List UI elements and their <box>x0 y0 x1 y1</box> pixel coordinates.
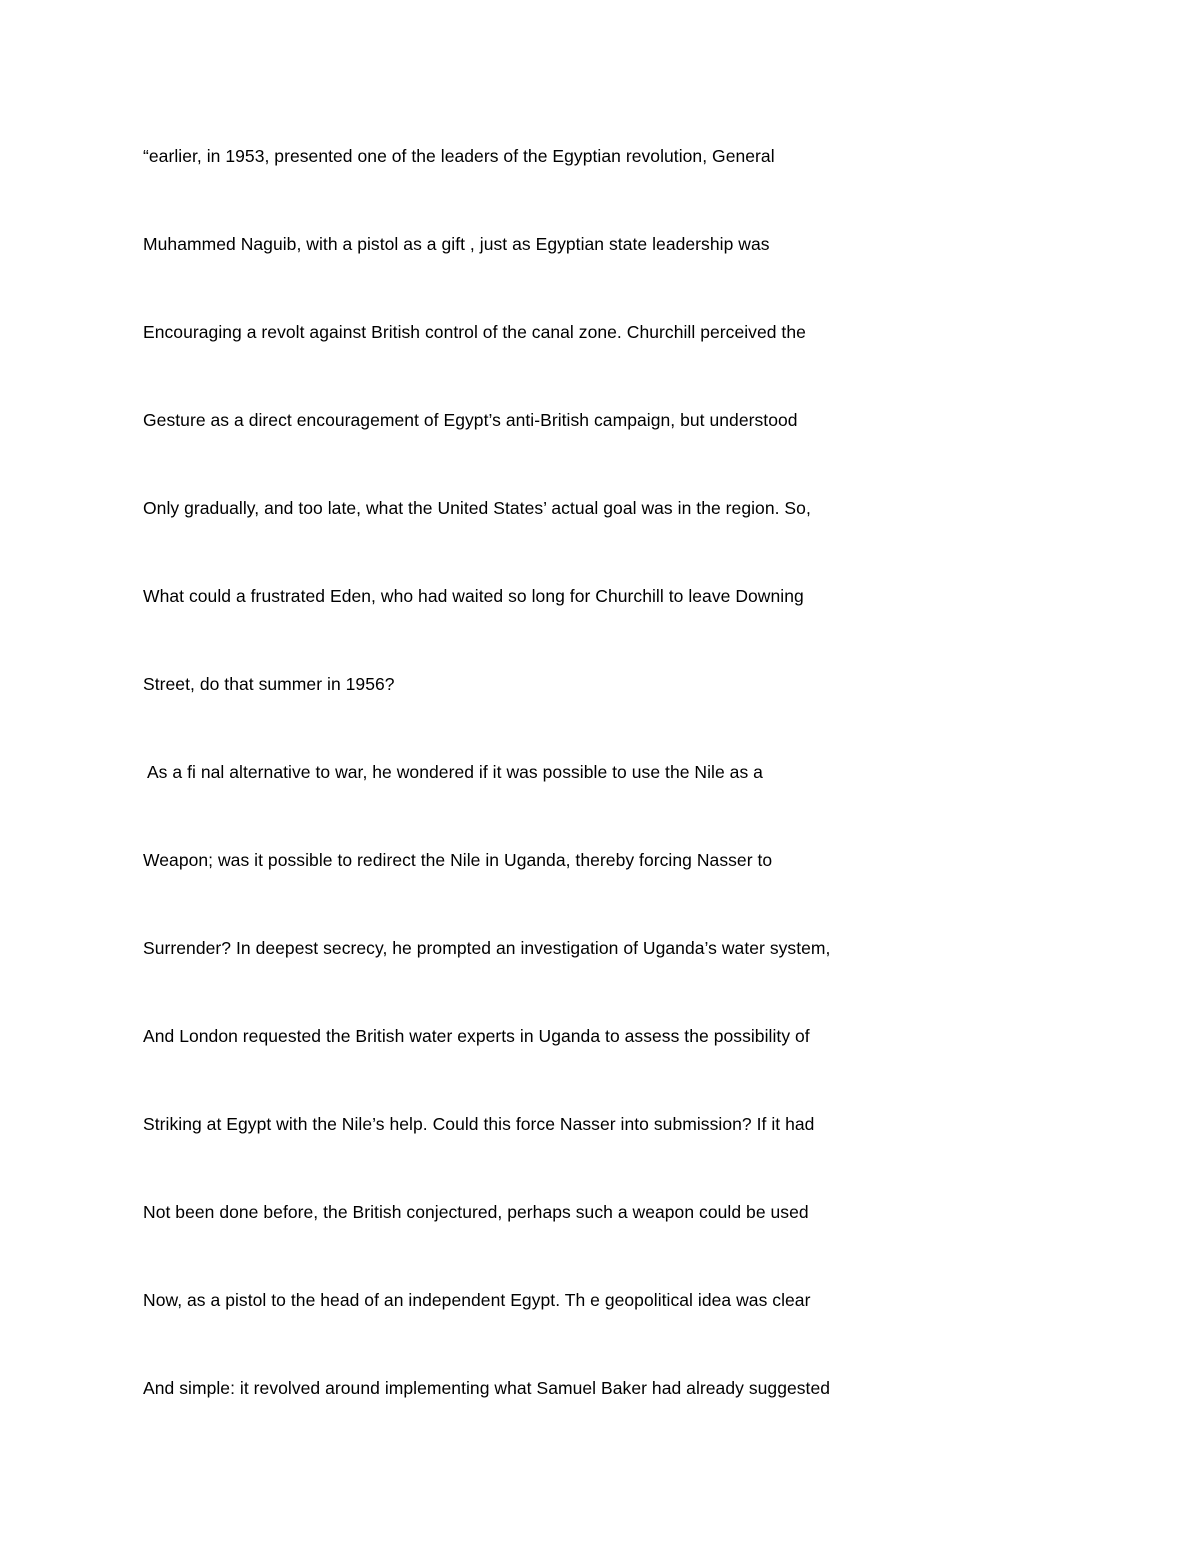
text-line: Encouraging a revolt against British control of the canal zone. Churchill perceived the <box>143 322 806 342</box>
text-line: Striking at Egypt with the Nile’s help. Could this force Nasser into submission? If it had <box>143 1114 815 1134</box>
text-line: And simple: it revolved around implementing what Samuel Baker had already suggested <box>143 1378 831 1398</box>
text-line: “earlier, in 1953, presented one of the leaders of the Egyptian revolution, General <box>143 146 775 166</box>
text-line: What could a frustrated Eden, who had waited so long for Churchill to leave Downing <box>143 586 804 606</box>
document-body <box>143 141 1073 1461</box>
text-line: Only gradually, and too late, what the United States’ actual goal was in the region. So, <box>143 498 811 518</box>
text-line: Weapon; was it possible to redirect the Nile in Uganda, thereby forcing Nasser to <box>143 850 773 870</box>
text-line: Street, do that summer in 1956? <box>143 674 395 694</box>
text-line: Not been done before, the British conjectured, perhaps such a weapon could be used <box>143 1202 809 1222</box>
text-line: Now, as a pistol to the head of an independent Egypt. Th e geopolitical idea was clear <box>143 1290 811 1310</box>
text-line: Muhammed Naguib, with a pistol as a gift , just as Egyptian state leadership was <box>143 234 770 254</box>
text-line: As a fi nal alternative to war, he wondered if it was possible to use the Nile as a <box>143 762 763 782</box>
text-line: Surrender? In deepest secrecy, he prompted an investigation of Uganda’s water system, <box>143 938 831 958</box>
text-line: And London requested the British water experts in Uganda to assess the possibility of <box>143 1026 810 1046</box>
text-line: Gesture as a direct encouragement of Egypt’s anti-British campaign, but understood <box>143 410 798 430</box>
